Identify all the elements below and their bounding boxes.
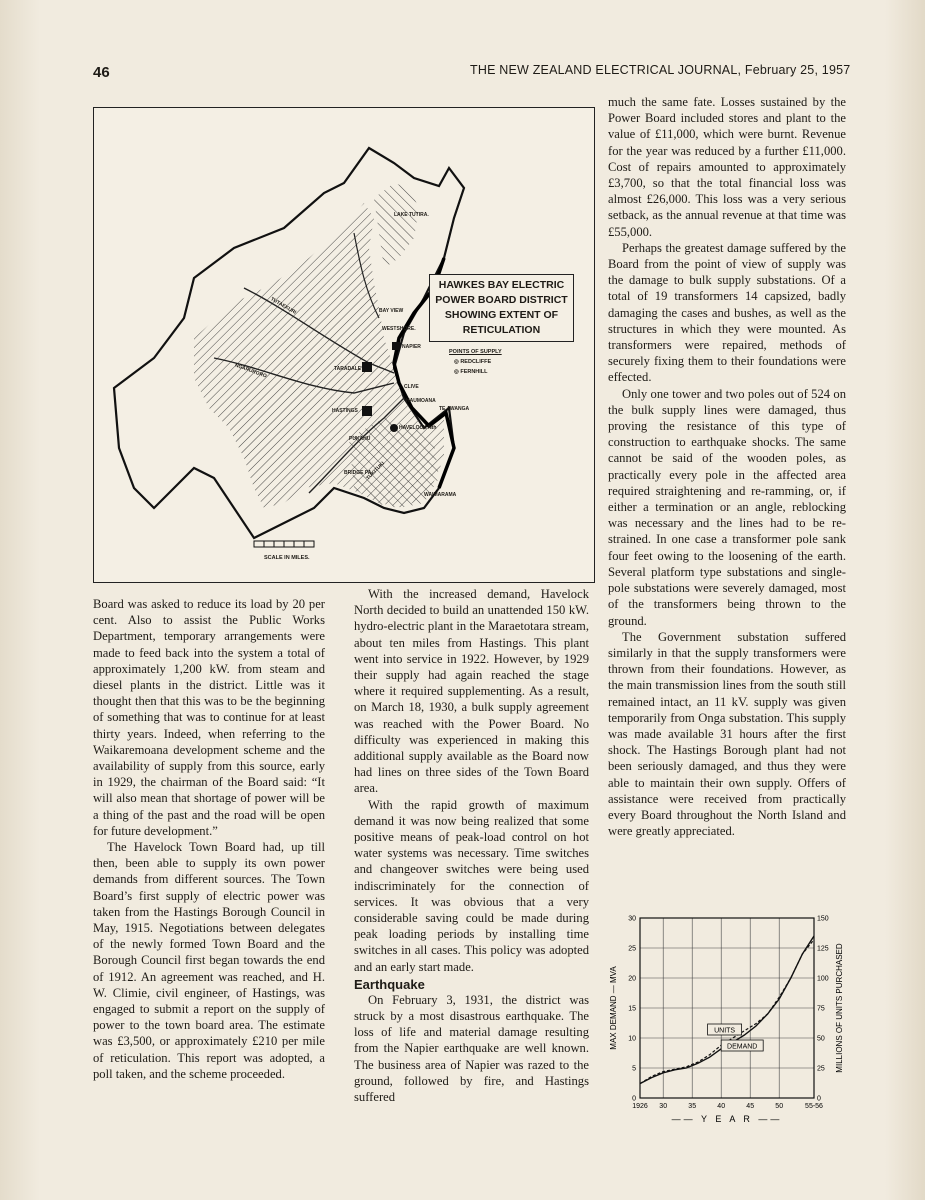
legend-line-2: POWER BOARD DISTRICT: [435, 294, 568, 306]
scale-label: SCALE IN MILES.: [264, 555, 310, 561]
series-label-demand: DEMAND: [727, 1043, 758, 1051]
issue-date: February 25, 1957: [744, 63, 851, 77]
x-tick-label: 50: [775, 1103, 784, 1110]
y-tick-label-left: 0: [632, 1095, 636, 1103]
label-hastings: HASTINGS: [332, 408, 358, 414]
label-haumoana: HAUMOANA: [406, 398, 436, 404]
y-tick-label-right: 150: [817, 915, 829, 923]
label-pukahu: PUKAHU: [349, 436, 371, 442]
hatched-area-north: [374, 183, 419, 268]
label-napier: NAPIER: [402, 344, 421, 350]
journal-title: THE NEW ZEALAND ELECTRICAL JOURNAL,: [470, 63, 742, 77]
paragraph: Board was asked to reduce its load by 20 per cent. Also to assist the Public Works Department, temporary arrangements were made to feed back into the system a total of approximately 1,200 kW. from steam and diesel plants in the district. Little was it thought then that this was to be the beginning of something that was to continue for at least thirty years. Indeed, when referring to the Waikaremoana development scheme and the availability of supply from this source, early in 1929, the chairman of the Board said: “It will also mean that shortage of power will be a thing of the past and the road will be open for future development.”: [93, 597, 325, 838]
x-tick-label: 40: [717, 1103, 726, 1110]
supply-point-redcliffe: ◎ REDCLIFFE: [454, 359, 492, 365]
havelock-marker: [390, 424, 398, 432]
hastings-marker: [362, 406, 372, 416]
map-drawing: [94, 108, 594, 582]
label-river-ngaruroro: NGARURORO: [233, 362, 268, 380]
y-tick-label-left: 10: [628, 1035, 636, 1043]
series-label-units: UNITS: [714, 1027, 736, 1035]
legend-line-4: RETICULATION: [462, 324, 541, 336]
paragraph: Only one tower and two poles out of 524 on the bulk supply lines were damaged, thus proving the resistance of this type of construction to earthquake shocks. The same cannot be said of the wooden poles, as practically every pole in the affected area required straightening and re-ramming, or, if either a termination or an angle, reblocking was necessary and the lines had to be re-strained. In one case a transformer pole sank four feet owing to the loosening of the earth. Several platform type substations and single-pole substations were severely damaged, most of the transformers being thrown to the ground.: [608, 386, 846, 628]
column-1: [93, 596, 325, 1082]
label-bridge-pa: BRIDGE PA: [344, 470, 372, 476]
x-tick-label: 45: [746, 1103, 755, 1110]
page-number: 46: [93, 64, 110, 81]
paragraph: Perhaps the greatest damage suffered by the Board from the point of view of supply was the damage to bulk supply substations. Of a total of 19 transformers 14 capsized, badly damaging the cases and bushes, as well as the structures in which they were mounted. As transformers were repaired, methods of securely fixing them to their foundations were effected.: [608, 240, 846, 385]
x-axis-label: —— Y E A R ——: [671, 1114, 783, 1124]
chart-svg: [602, 910, 860, 1150]
napier-marker: [392, 342, 400, 350]
label-havelock: HAVELOCK Nth: [399, 425, 437, 431]
legend-line-3: SHOWING EXTENT OF: [444, 309, 559, 321]
label-te-awanga: TE AWANGA: [439, 406, 470, 412]
paragraph: The Havelock Town Board had, up till then, been able to supply its own power demands from different sources. The Town Board’s first supply of electric power was taken from the Hastings Borough Council in May, 1915. Negotiations between delegates of the newly formed Town Board and the Borough Council first began towards the end of 1912. An agreement was reached, and H. W. Climie, civil engineer, of Hastings, was engaged to submit a report on the supply of power to the town board area. The estimate was £3,500, or approximately £210 per mile of reticulation. This report was adopted, a poll taken, and the scheme proceeded.: [93, 840, 325, 1081]
supply-point-fernhill: ◎ FERNHILL: [454, 369, 488, 375]
x-tick-label: 35: [688, 1103, 697, 1110]
map-legend-title: [429, 274, 574, 342]
column-3: [608, 94, 846, 839]
x-tick-label: 55-56: [805, 1103, 823, 1110]
label-river-tutaekuri: TUTAEKURI: [269, 296, 298, 316]
paragraph: With the rapid growth of maximum demand it was now being realized that some positive means of peak-load control on hot water systems was necessary. Time switches and changeover switches were being used indiscriminately for the connection of services. It was obvious that a very considerable saving could be made during peak loading periods by installing time switches in all cases. This policy was adopted and an early start made.: [354, 797, 589, 974]
y-tick-label-left: 15: [628, 1005, 636, 1013]
x-tick-label: 30: [659, 1103, 668, 1110]
y-tick-label-right: 75: [817, 1005, 825, 1013]
y-tick-label-right: 25: [817, 1065, 825, 1073]
y-tick-label-right: 125: [817, 945, 829, 953]
label-bay-view: BAY VIEW: [379, 308, 404, 314]
paragraph: On February 3, 1931, the district was struck by a most disastrous earthquake. The loss of life and material damage resulting from the Napier earthquake are well known. The business area of Napier was razed to the ground, followed by fire, and Hastings suffered: [354, 992, 589, 1105]
y-tick-label-left: 25: [628, 945, 636, 953]
series-line-units: [640, 940, 814, 1084]
legend-line-1: HAWKES BAY ELECTRIC: [438, 279, 565, 291]
column-2: [354, 586, 589, 1105]
label-river-tukituki: TUKITUKI: [365, 460, 387, 482]
x-tick-label: 1926: [632, 1103, 648, 1110]
demand-units-chart: [602, 910, 860, 1150]
label-westshore: WESTSHORE.: [382, 326, 416, 332]
y-axis-label-right: MILLIONS OF UNITS PURCHASED: [835, 943, 844, 1073]
y-axis-label-left: MAX DEMAND — MVA: [609, 966, 618, 1050]
label-clive: CLIVE: [404, 384, 419, 390]
paragraph: The Government substation suffered similarly in that the supply transformers were thrown from their foundations. However, as the main transmission lines from the south still remained intact, an 11 kV. supply was given temporarily from Onga substation. This supply was made available 31 hours after the first shock. The Hastings Borough plant had not been seriously damaged, and thus they were able to maintain their own supply. Offers of assistance were received from practically every Board throughout the North Island and were greatly appreciated.: [608, 629, 846, 839]
running-header: [470, 63, 850, 77]
label-lake-tutira: LAKE TUTIRA.: [394, 212, 429, 218]
label-waimarama: WAIMARAMA: [424, 492, 457, 498]
y-tick-label-left: 30: [628, 915, 636, 923]
section-heading-earthquake: Earthquake: [354, 976, 425, 992]
paragraph: With the increased demand, Havelock North decided to build an unattended 150 kW. hydro-electric plant in the Maraetotara stream, about ten miles from Hastings. This plant went into service in 1922. However, by 1929 their supply had again reached the stage where it required supplementing. As a result, on March 18, 1930, a bulk supply agreement was reached with the Power Board. No difficulty was experienced in making this additional supply available as the Board now had lines on three sides of the Town Board area.: [354, 587, 589, 796]
series-line-demand: [640, 936, 814, 1084]
y-tick-label-right: 100: [817, 975, 829, 983]
label-taradale: TARADALE: [334, 366, 362, 372]
reticulation-map: [93, 107, 595, 583]
y-tick-label-left: 20: [628, 975, 636, 983]
taradale-marker: [362, 362, 372, 372]
y-tick-label-left: 5: [632, 1065, 636, 1073]
y-tick-label-right: 0: [817, 1095, 821, 1103]
supply-points-title: POINTS OF SUPPLY: [449, 349, 502, 355]
paragraph: much the same fate. Losses sustained by the Power Board included stores and plant to the value of £11,000, which were burnt. Revenue for the year was reduced by a further £11,000. Cost of repairs amounted to approximately £3,700, so that the total financial loss was almost £26,000. This loss was a very serious setback, as the annual revenue at that time was £55,000.: [608, 95, 846, 239]
y-tick-label-right: 50: [817, 1035, 825, 1043]
